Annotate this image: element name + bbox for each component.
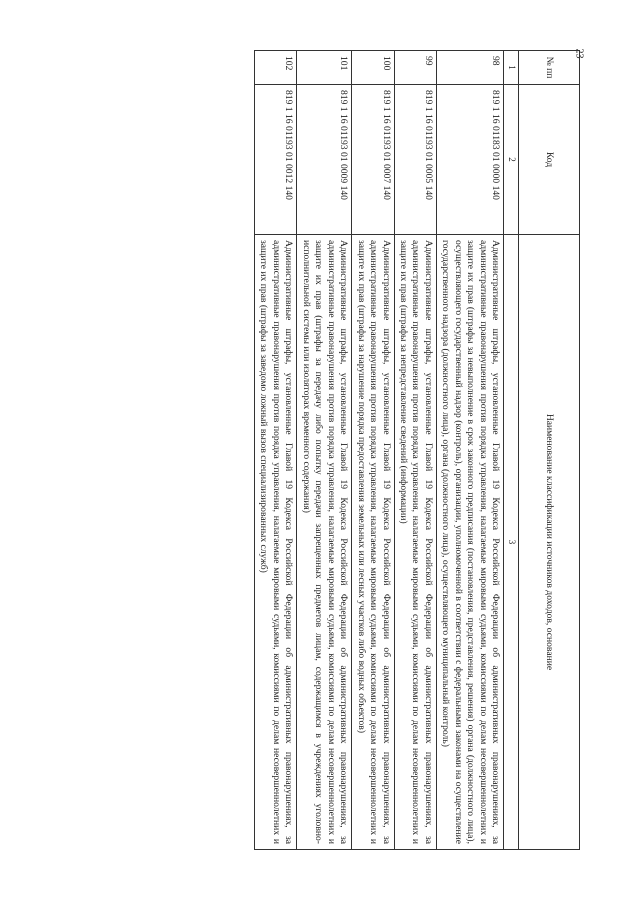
row-description: Административные штрафы, установленные Главой 19 Кодекса Российской Федерации об административных правонарушениях, за административные правонарушения против порядка управления, налагаемые мировыми судьями, комиссиями по делам несовершеннолетних и защите их прав (штрафы за заведомо ложный вызов специализированных служб) bbox=[254, 235, 296, 850]
row-code: 819 1 16 01193 01 0005 140 bbox=[394, 85, 436, 235]
row-number: 101 bbox=[297, 51, 352, 85]
row-code: 819 1 16 01193 01 0012 140 bbox=[254, 85, 296, 235]
table-row bbox=[352, 51, 394, 850]
row-description: Административные штрафы, установленные Главой 19 Кодекса Российской Федерации об административных правонарушениях, за административные правонарушения против порядка управления, налагаемые мировыми судьями, комиссиями по делам несовершеннолетних и защите их прав (штрафы за непредставление сведений (информации) bbox=[394, 235, 436, 850]
column-number-row bbox=[504, 51, 519, 850]
page-number: 23 bbox=[573, 48, 585, 59]
rotated-page bbox=[50, 50, 580, 850]
header-code: Код bbox=[519, 85, 580, 235]
table-row bbox=[394, 51, 436, 850]
table-row bbox=[254, 51, 296, 850]
row-number: 98 bbox=[436, 51, 503, 85]
row-code: 819 1 16 01183 01 0000 140 bbox=[436, 85, 503, 235]
row-description: Административные штрафы, установленные Главой 19 Кодекса Российской Федерации об административных правонарушениях, за административные правонарушения против порядка управления, налагаемые мировыми судьями, комиссиями по делам несовершеннолетних и защите их прав (штрафы за невыполнение в срок законного предписания (постановления, представления, решения) органа (должностного лица), осуществляющего государственный надзор (контроль), организации, уполномоченной в соответствии с федеральными законами на осуществление государственного надзора (должностного лица), органа (должностного лица), осуществляющего муниципальный контроль) bbox=[436, 235, 503, 850]
table-row bbox=[436, 51, 503, 850]
table-row bbox=[297, 51, 352, 850]
row-code: 819 1 16 01193 01 0009 140 bbox=[297, 85, 352, 235]
revenue-classification-table bbox=[254, 50, 580, 850]
page-content bbox=[50, 50, 580, 850]
row-number: 102 bbox=[254, 51, 296, 85]
row-number: 99 bbox=[394, 51, 436, 85]
header-number: № пп bbox=[519, 51, 580, 85]
row-number: 100 bbox=[352, 51, 394, 85]
header-name: Наименование классификации источников доходов, основание bbox=[519, 235, 580, 850]
column-number-2: 2 bbox=[504, 85, 519, 235]
column-number-3: 3 bbox=[504, 235, 519, 850]
column-number-1: 1 bbox=[504, 51, 519, 85]
row-description: Административные штрафы, установленные Главой 19 Кодекса Российской Федерации об административных правонарушениях, за административные правонарушения против порядка управления, налагаемые мировыми судьями, комиссиями по делам несовершеннолетних и защите их прав (штрафы за передачу либо попытку передачи запрещенных предметов лицам, содержащимся в учреждениях уголовно-исполнительной системы или изоляторах временного содержания) bbox=[297, 235, 352, 850]
row-code: 819 1 16 01193 01 0007 140 bbox=[352, 85, 394, 235]
row-description: Административные штрафы, установленные Главой 19 Кодекса Российской Федерации об административных правонарушениях, за административные правонарушения против порядка управления, налагаемые мировыми судьями, комиссиями по делам несовершеннолетних и защите их прав (штрафы за нарушение порядка предоставления земельных или лесных участков либо водных объектов) bbox=[352, 235, 394, 850]
table-header-row bbox=[519, 51, 580, 850]
